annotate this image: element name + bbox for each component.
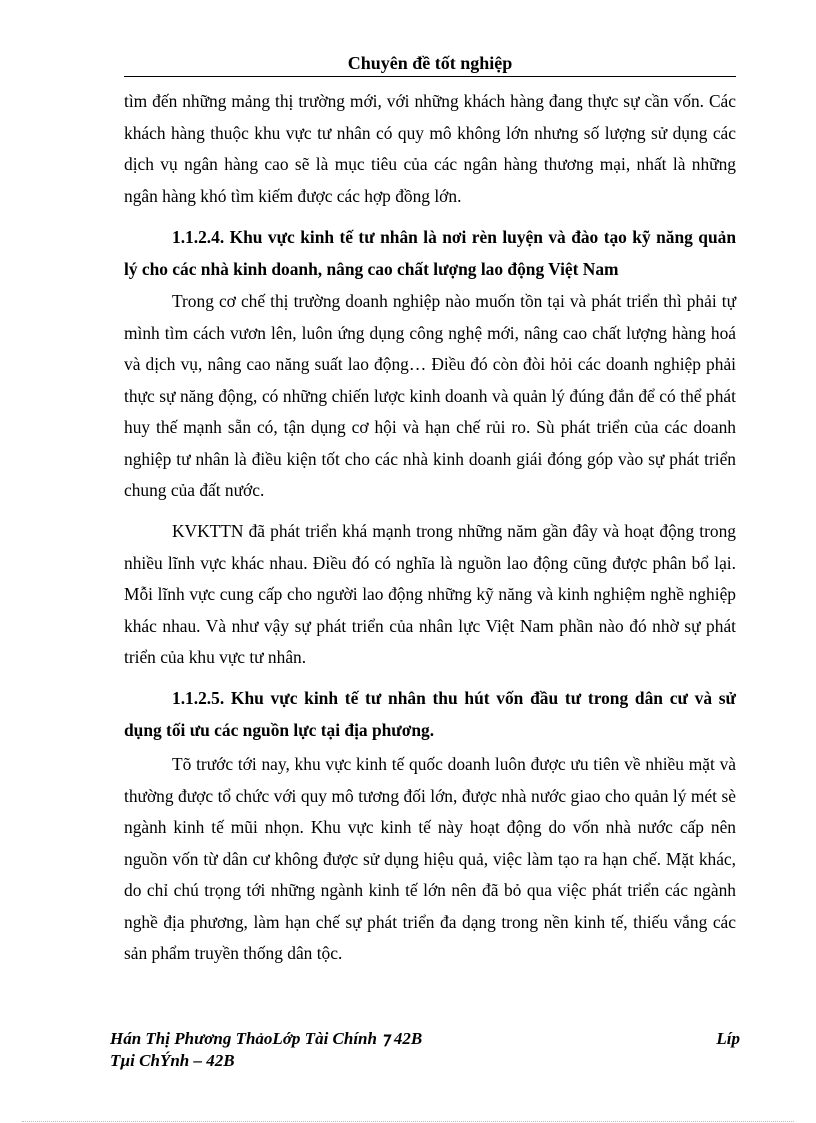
body-top [124,86,736,212]
section-heading-1-1-2-4: 1.1.2.4. Khu vực kinh tế tư nhân là nơi rèn luyện và đào tạo kỹ năng quản lý cho các nhà kinh doanh, nâng cao chất lượng lao động Việt Nam [124,227,736,279]
header-divider [124,76,736,77]
paragraph-4: Tõ trước tới nay, khu vực kinh tế quốc doanh luôn được ưu tiên về nhiều mặt và thường được tổ chức với quy mô tương đối lớn, được nhà nước giao cho quản lý mét sè ngành kinh tế mũi nhọn. Khu vực kinh tế này hoạt động do vốn nhà nước cấp nên nguồn vốn từ dân cư không được sử dụng hiệu quả, việc làm tạo ra hạn chế. Mặt khác, do chỉ chú trọng tới những ngành kinh tế lớn nên đã bỏ qua việc phát triển các ngành nghề địa phương, làm hạn chế sự phát triển đa dạng trong nền kinh tế, thiếu vắng các sản phẩm truyền thống dân tộc. [124,754,736,963]
paragraph-3-block [124,516,736,674]
page-header-title: Chuyên đề tốt nghiệp [347,53,513,73]
section-1-1-2-5-body [124,749,736,970]
page-footer [110,1028,740,1072]
paragraph-1: tìm đến những mảng thị trường mới, với những khách hàng đang thực sự cần vốn. Các khách hàng thuộc khu vực tư nhân có quy mô không lớn nhưng số lượng sử dụng các dịch vụ ngân hàng cao sẽ là mục tiêu của các ngân hàng thương mại, nhất là những ngân hàng khó tìm kiếm được các hợp đồng lớn. [124,91,736,206]
page-bottom-border [22,1121,794,1122]
footer-right-label: Líp [716,1029,740,1048]
paragraph-2: Trong cơ chế thị trường doanh nghiệp nào muốn tồn tại và phát triển thì phải tự mình tìm cách vươn lên, luôn ứng dụng công nghệ mới, nâng cao chất lượng hàng hoá và dịch vụ, nâng cao năng suất lao động… Điều đó còn đòi hỏi các doanh nghiệp phải thực sự năng động, có những chiến lược kinh doanh và quản lý đúng đắn để có thể phát huy thế mạnh sẵn có, tận dụng cơ hội và hạn chế rủi ro. Sù phát triển của các doanh nghiệp tư nhân là điều kiện tốt cho các nhà kinh doanh giái đóng góp vào sự phát triển chung của đất nước. [124,291,736,500]
section-1-1-2-4-body [124,286,736,507]
paragraph-3: KVKTTN đã phát triển khá mạnh trong những năm gần đây và hoạt động trong nhiều lĩnh vực khác nhau. Điều đó có nghĩa là nguồn lao động cũng được phân bổ lại. Mỗi lĩnh vực cung cấp cho người lao động những kỹ năng và kinh nghiệm nghề nghiệp khác nhau. Và như vậy sự phát triển của nhân lực Việt Nam phần nào đó nhờ sự phát triển của khu vực tư nhân. [124,521,736,667]
section-1-1-2-4 [124,222,736,285]
footer-line-1 [110,1028,740,1050]
footer-line-2: Tµi ChÝnh – 42B [110,1051,235,1070]
section-1-1-2-5 [124,683,736,746]
footer-author-class: Hán Thị Phương ThảoLớp Tài Chính ⁊ 42B [110,1029,423,1048]
section-heading-1-1-2-5: 1.1.2.5. Khu vực kinh tế tư nhân thu hút vốn đầu tư trong dân cư và sử dụng tối ưu các nguồn lực tại địa phương. [124,688,736,740]
